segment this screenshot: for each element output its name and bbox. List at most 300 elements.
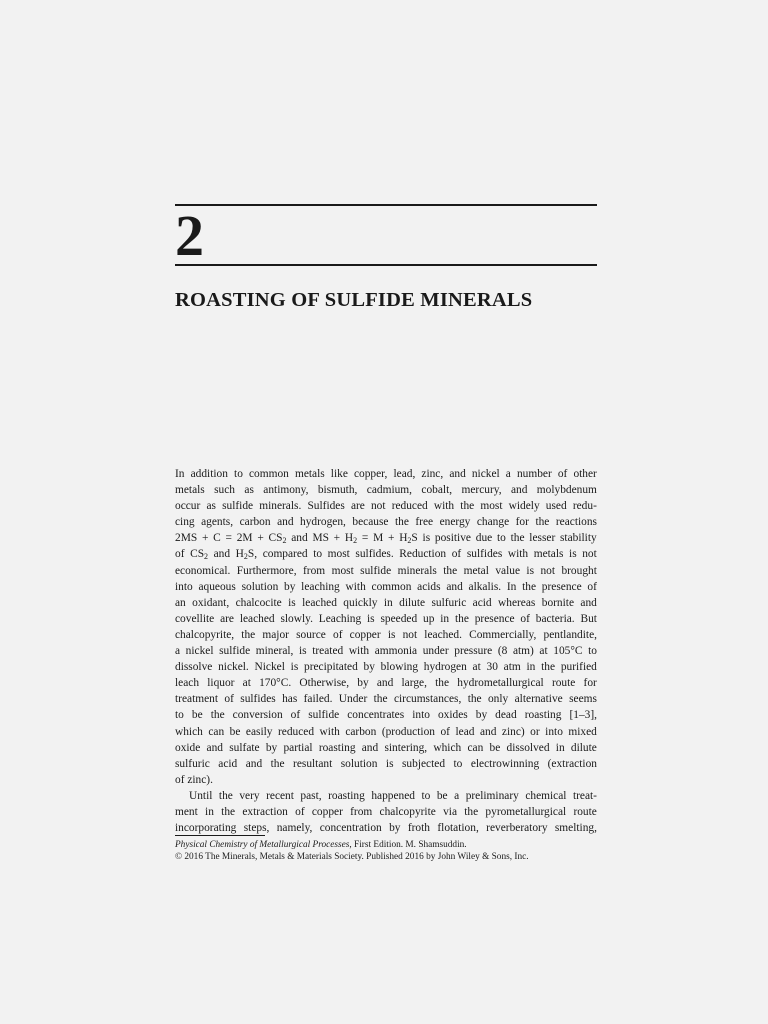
word: conversion — [232, 709, 283, 722]
word: carbon — [345, 725, 377, 738]
word: speeded — [380, 612, 418, 625]
word: of — [333, 628, 343, 641]
word: is — [385, 757, 394, 770]
word: + — [387, 532, 395, 545]
word: to — [588, 645, 597, 658]
word: easily — [245, 725, 273, 738]
word: hydrometallurgical — [457, 677, 544, 690]
word: not — [582, 548, 597, 561]
word: the — [218, 789, 233, 802]
word: can — [208, 725, 225, 738]
word: and — [213, 548, 231, 561]
word: resultant — [293, 757, 333, 770]
word: incorporating — [175, 822, 237, 835]
word: Furthermore, — [236, 564, 297, 577]
word: chalcocite — [235, 596, 282, 609]
word: preliminary — [465, 789, 519, 802]
text-line — [175, 579, 597, 595]
text-line — [175, 724, 597, 740]
word: for — [583, 677, 597, 690]
word: metal — [463, 564, 489, 577]
word: an — [175, 596, 186, 609]
word: number — [516, 468, 552, 480]
word: concentration — [319, 822, 382, 835]
word: In — [506, 580, 517, 593]
word: due — [475, 532, 493, 545]
word: metals — [175, 484, 205, 497]
word: = — [361, 532, 369, 545]
word: ment — [175, 805, 198, 818]
word: roasting — [328, 789, 365, 802]
word: electrowinning — [470, 757, 540, 770]
chapter-top-rule — [175, 204, 597, 206]
word: a — [505, 468, 511, 480]
word: and — [376, 677, 394, 690]
word: treated — [312, 645, 344, 658]
chapter-title: ROASTING OF SULFIDE MINERALS — [175, 289, 533, 311]
word: and — [291, 532, 308, 545]
word: dilute — [399, 596, 426, 609]
word: oxide — [175, 741, 201, 754]
word: via — [443, 805, 457, 818]
word: froth — [407, 822, 430, 835]
word: dissolved — [506, 741, 550, 754]
word: hydrogen, — [300, 516, 346, 529]
word: compared — [262, 548, 308, 561]
word: is — [288, 596, 296, 609]
word: zinc) — [501, 725, 525, 738]
word: zinc, — [421, 468, 444, 480]
word: the — [270, 757, 285, 770]
word: 105°C — [553, 645, 583, 658]
word: the — [541, 661, 556, 674]
word: be — [191, 709, 203, 722]
word: is — [367, 612, 375, 625]
word: like — [330, 468, 348, 480]
word: pyrometallurgical — [485, 805, 567, 818]
word: bacteria. — [535, 612, 575, 625]
word: the — [373, 693, 388, 706]
word: is — [422, 532, 431, 545]
word: hydrogen — [423, 661, 467, 674]
word: from — [303, 564, 326, 577]
word: with — [348, 645, 370, 658]
word: quickly — [343, 596, 378, 609]
word: with — [345, 580, 366, 593]
word: reactions — [555, 516, 597, 529]
word: by — [284, 580, 296, 593]
word: partial — [283, 741, 313, 754]
word: happened — [371, 789, 415, 802]
word: acids — [417, 580, 441, 593]
word: with — [319, 725, 340, 738]
word: route — [573, 805, 597, 818]
word: alternative — [514, 693, 563, 706]
word: not — [370, 500, 386, 513]
word: for — [515, 516, 529, 529]
word: solution — [340, 757, 378, 770]
word: of — [440, 725, 450, 738]
word: 2MS — [175, 532, 198, 545]
text-line — [175, 707, 597, 723]
word: at — [539, 645, 548, 658]
word: blowing — [380, 661, 419, 674]
word: subjected — [402, 757, 446, 770]
word: and — [449, 468, 466, 480]
word: cobalt, — [421, 484, 453, 497]
word: addition — [190, 468, 228, 480]
word: sulfate — [229, 741, 260, 754]
word: Nickel — [254, 661, 285, 674]
word: mineral, — [255, 645, 294, 658]
word: be — [489, 741, 501, 754]
word: because — [352, 516, 389, 529]
word: and — [479, 725, 497, 738]
word: But — [580, 612, 597, 625]
word: by — [475, 709, 488, 722]
word: = — [225, 532, 232, 545]
word: 30 — [486, 661, 498, 674]
text-line-last: of zinc). — [175, 773, 213, 786]
word: + — [257, 532, 264, 545]
word: reduced — [278, 725, 315, 738]
text-line — [175, 482, 597, 498]
word: chalcopyrite, — [175, 628, 235, 641]
word: brought — [561, 564, 597, 577]
text-line — [175, 563, 597, 579]
word: solution — [241, 580, 279, 593]
word: pressure — [454, 645, 493, 658]
word: is — [387, 628, 396, 641]
word: Reduction — [399, 548, 447, 561]
word: copper — [311, 805, 343, 818]
word: atm) — [512, 645, 534, 658]
word: seems — [569, 693, 597, 706]
word: In — [175, 468, 185, 480]
formula-h2s: $H_2S$, — [235, 548, 258, 562]
word: atm — [503, 661, 521, 674]
word: sulfides. — [355, 548, 394, 561]
word: into — [545, 725, 563, 738]
word: at — [472, 661, 481, 674]
word: slowly. — [280, 612, 313, 625]
word: and — [580, 596, 597, 609]
word: oxides — [437, 709, 468, 722]
word: of — [175, 548, 185, 561]
word: free — [415, 516, 434, 529]
word: up — [423, 612, 435, 625]
word: leach — [175, 677, 200, 690]
word: the — [460, 500, 475, 513]
word: agents, — [201, 516, 234, 529]
word: whereas — [498, 596, 536, 609]
text-line — [175, 643, 597, 659]
word: metals — [294, 468, 325, 480]
word: covellite — [175, 612, 215, 625]
word: treatment — [175, 693, 219, 706]
word: leached — [302, 596, 337, 609]
word: M — [373, 532, 384, 545]
word: aqueous — [198, 580, 236, 593]
word: presence — [541, 580, 582, 593]
word: namely, — [276, 822, 313, 835]
word: sulfuric — [431, 596, 467, 609]
word: to — [313, 548, 323, 561]
word: roasting — [524, 709, 562, 722]
word: is — [299, 645, 307, 658]
word: is — [526, 564, 535, 577]
book-edition-author: , First Edition. M. Shamsuddin. — [349, 840, 467, 850]
word: copper, — [353, 468, 388, 480]
text-line — [175, 466, 597, 482]
word: chemical — [525, 789, 567, 802]
formula-cs2: $CS_2$ — [190, 548, 209, 562]
word: dead — [495, 709, 517, 722]
word: + — [201, 532, 209, 545]
word: source — [296, 628, 326, 641]
footnote-rule — [175, 835, 265, 836]
word: change — [476, 516, 510, 529]
word: in — [205, 805, 214, 818]
word: lead, — [393, 468, 416, 480]
word: are — [350, 500, 365, 513]
word: reduced — [391, 500, 428, 513]
word: the — [467, 693, 482, 706]
word: bornite — [541, 596, 575, 609]
word: circumstances, — [393, 693, 462, 706]
word: flotation, — [437, 822, 479, 835]
word: energy — [439, 516, 471, 529]
word: most — [327, 548, 350, 561]
word: lead — [455, 725, 475, 738]
word: with — [507, 548, 529, 561]
word: and — [206, 741, 223, 754]
word: dilute — [570, 741, 597, 754]
word: and — [277, 516, 294, 529]
word: a — [175, 645, 181, 658]
word: by — [265, 741, 278, 754]
word: in — [383, 596, 393, 609]
word: the — [210, 709, 225, 722]
text-line-formula — [175, 530, 597, 546]
word: or — [530, 725, 540, 738]
formula-h2s: $H_2S$ — [399, 532, 418, 546]
word: from — [350, 805, 373, 818]
word: be — [436, 789, 448, 802]
word: stability — [560, 532, 597, 545]
word: presence — [474, 612, 515, 625]
word: dissolve — [175, 661, 213, 674]
word: by — [357, 677, 369, 690]
word: sintering, — [384, 741, 428, 754]
formula-h2: $H_2$ — [344, 532, 358, 546]
word: value — [495, 564, 520, 577]
word: into — [412, 709, 430, 722]
word: leaching — [301, 580, 340, 593]
word: chalcopyrite — [379, 805, 436, 818]
word: failed. — [303, 693, 333, 706]
word: minerals — [397, 564, 437, 577]
word: sulfides — [240, 693, 276, 706]
paragraph-2 — [175, 788, 597, 836]
word: and — [510, 484, 528, 497]
word: molybdenum — [536, 484, 597, 497]
word: at — [242, 677, 251, 690]
word: large, — [401, 677, 427, 690]
word: by — [363, 661, 375, 674]
text-line — [175, 627, 597, 643]
word: carbon — [239, 516, 271, 529]
word: acid — [218, 757, 238, 770]
word: treat- — [572, 789, 597, 802]
word: Otherwise, — [299, 677, 350, 690]
word: sulfide — [360, 564, 392, 577]
word: alkalis. — [468, 580, 502, 593]
word: widely — [508, 500, 540, 513]
word: the — [435, 677, 450, 690]
word: (extraction — [547, 757, 597, 770]
word: has — [282, 693, 298, 706]
word: of — [587, 580, 597, 593]
text-line — [175, 756, 597, 772]
word: to — [175, 709, 184, 722]
footnote — [175, 839, 529, 863]
word: minerals. — [259, 500, 302, 513]
body-text — [175, 466, 597, 836]
footnote-line-1 — [175, 839, 529, 851]
word: the — [394, 516, 409, 529]
word: steps, — [243, 822, 270, 835]
word: mixed — [568, 725, 597, 738]
word: MS — [312, 532, 329, 545]
word: are — [220, 612, 234, 625]
word: the — [464, 805, 479, 818]
word: not — [540, 564, 556, 577]
text-line — [175, 804, 597, 820]
word: 2M — [236, 532, 253, 545]
word: Commercially, — [469, 628, 537, 641]
word: most — [480, 500, 503, 513]
word: in — [526, 661, 536, 674]
text-line — [175, 659, 597, 675]
word: by — [389, 822, 401, 835]
word: sulfide — [222, 500, 254, 513]
word: is — [290, 661, 299, 674]
word: only — [487, 693, 509, 706]
text-line — [175, 611, 597, 627]
word: of — [520, 612, 530, 625]
word: sulfide — [308, 709, 340, 722]
word: roasting — [318, 741, 356, 754]
word: a — [454, 789, 460, 802]
word: smelting, — [554, 822, 597, 835]
word: used — [545, 500, 567, 513]
word: Leaching — [318, 612, 362, 625]
word: (production — [381, 725, 435, 738]
text-line — [175, 675, 597, 691]
word: occur — [175, 500, 201, 513]
word: nickel — [471, 468, 500, 480]
text-line-formula — [175, 546, 597, 562]
word: other — [573, 468, 597, 480]
word: be — [229, 725, 241, 738]
chapter-bottom-rule — [175, 264, 597, 266]
word: leached — [239, 612, 275, 625]
word: as — [244, 484, 254, 497]
word: purified — [560, 661, 597, 674]
word: sulfide — [219, 645, 251, 658]
word: in — [555, 741, 565, 754]
word: common — [249, 468, 289, 480]
word: sulfuric — [175, 757, 210, 770]
word: very — [239, 789, 260, 802]
word: to — [453, 757, 463, 770]
word: under — [422, 645, 449, 658]
word: of — [557, 468, 568, 480]
word: cadmium, — [366, 484, 413, 497]
word: bismuth, — [317, 484, 358, 497]
word: recent — [266, 789, 294, 802]
word: the — [535, 516, 550, 529]
word: to — [496, 532, 506, 545]
word: Sulfides — [307, 500, 345, 513]
word: redu- — [572, 500, 597, 513]
word: which — [433, 741, 462, 754]
word: as — [206, 500, 216, 513]
word: and — [446, 580, 463, 593]
word: can — [467, 741, 484, 754]
word: of — [295, 805, 305, 818]
text-line — [175, 820, 597, 836]
word: acid — [472, 596, 492, 609]
word: the — [443, 564, 458, 577]
text-line — [175, 498, 597, 514]
word: such — [214, 484, 236, 497]
word: the — [510, 532, 525, 545]
word: to — [234, 468, 243, 480]
word: positive — [434, 532, 471, 545]
word: of — [290, 709, 301, 722]
word: extraction — [242, 805, 288, 818]
paragraph-1 — [175, 466, 597, 788]
word: [1–3], — [569, 709, 597, 722]
word: metals — [533, 548, 564, 561]
word: the — [221, 805, 236, 818]
word: in — [440, 612, 450, 625]
text-line — [175, 514, 597, 530]
word: the — [522, 580, 537, 593]
word: reverberatory — [486, 822, 548, 835]
word: precipitated — [304, 661, 358, 674]
word: major — [262, 628, 289, 641]
word: mercury, — [461, 484, 502, 497]
word: common — [371, 580, 412, 593]
word: of — [451, 548, 462, 561]
word: ammonia — [374, 645, 418, 658]
word: the — [454, 612, 469, 625]
word: Until — [189, 789, 213, 802]
footnote-copyright: © 2016 The Minerals, Metals & Materials Society. Published 2016 by John Wiley & Sons, Inc. — [175, 852, 529, 862]
word: and — [245, 757, 263, 770]
text-line — [175, 595, 597, 611]
word: cing — [175, 516, 195, 529]
chapter-number: 2 — [175, 203, 204, 268]
word: antimony, — [263, 484, 309, 497]
word: (8 — [497, 645, 508, 658]
text-line — [175, 740, 597, 756]
word: and — [361, 741, 379, 754]
text-line — [175, 788, 597, 804]
